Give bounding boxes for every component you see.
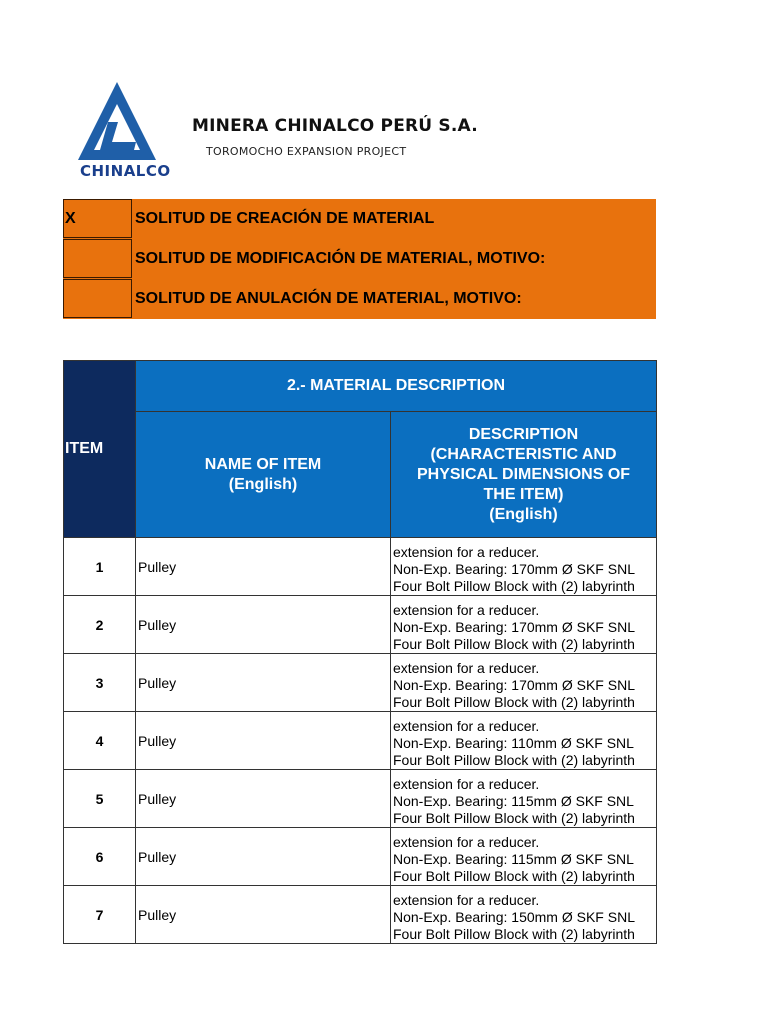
description-line: Non-Exp. Bearing: 170mm Ø SKF SNL [393, 677, 635, 693]
item-name[interactable]: Pulley [136, 828, 391, 886]
request-type-checkbox[interactable]: X [63, 199, 132, 238]
description-line: Four Bolt Pillow Block with (2) labyrinth [393, 578, 635, 594]
description-line: extension for a reducer. [393, 544, 540, 560]
column-header-desc-line: DESCRIPTION [468, 425, 579, 443]
section-title: 2.- MATERIAL DESCRIPTION [136, 361, 657, 412]
item-description[interactable] [391, 538, 657, 596]
item-description[interactable] [391, 828, 657, 886]
item-description[interactable] [391, 886, 657, 944]
item-number: 2 [64, 596, 136, 654]
chinalco-logo [78, 82, 171, 184]
item-description[interactable] [391, 712, 657, 770]
request-type-checkbox[interactable] [63, 239, 132, 278]
description-line: Non-Exp. Bearing: 110mm Ø SKF SNL [393, 735, 634, 751]
item-number: 4 [64, 712, 136, 770]
column-header-name [136, 412, 391, 538]
item-name[interactable]: Pulley [136, 654, 391, 712]
description-line: Four Bolt Pillow Block with (2) labyrinth [393, 636, 635, 652]
description-line: extension for a reducer. [393, 776, 540, 792]
request-type-row [63, 199, 656, 239]
item-name[interactable]: Pulley [136, 886, 391, 944]
description-line: extension for a reducer. [393, 834, 540, 850]
item-number: 6 [64, 828, 136, 886]
description-line: Four Bolt Pillow Block with (2) labyrinth [393, 694, 635, 710]
item-name[interactable]: Pulley [136, 770, 391, 828]
item-description[interactable] [391, 770, 657, 828]
item-description-text [393, 776, 656, 827]
description-line: Four Bolt Pillow Block with (2) labyrinth [393, 810, 635, 826]
description-line: Non-Exp. Bearing: 115mm Ø SKF SNL [393, 793, 634, 809]
column-header-desc-line: THE ITEM) [483, 485, 564, 503]
column-header-item: ITEM [64, 361, 136, 538]
item-description-text [393, 602, 656, 653]
description-line: Non-Exp. Bearing: 170mm Ø SKF SNL [393, 561, 635, 577]
company-title: MINERA CHINALCO PERÚ S.A. [192, 116, 478, 136]
column-header-name-line: (English) [228, 475, 298, 493]
description-line: extension for a reducer. [393, 602, 540, 618]
item-description-text [393, 660, 656, 711]
item-description[interactable] [391, 654, 657, 712]
request-type-checkbox[interactable] [63, 279, 132, 318]
description-line: Non-Exp. Bearing: 150mm Ø SKF SNL [393, 909, 635, 925]
item-description-text [393, 544, 656, 595]
item-name[interactable]: Pulley [136, 712, 391, 770]
column-header-desc-line: (English) [489, 505, 558, 523]
description-line: extension for a reducer. [393, 718, 540, 734]
material-table [63, 360, 657, 944]
item-number: 7 [64, 886, 136, 944]
logo-wordmark: CHINALCO [80, 162, 171, 180]
description-line: extension for a reducer. [393, 660, 540, 676]
description-line: Non-Exp. Bearing: 115mm Ø SKF SNL [393, 851, 634, 867]
item-name[interactable]: Pulley [136, 538, 391, 596]
table-row [64, 770, 657, 828]
item-description[interactable] [391, 596, 657, 654]
table-row [64, 828, 657, 886]
description-line: Four Bolt Pillow Block with (2) labyrinth [393, 926, 635, 942]
item-description-text [393, 892, 656, 943]
table-row [64, 712, 657, 770]
project-subtitle: TOROMOCHO EXPANSION PROJECT [206, 145, 407, 158]
request-type-panel [63, 199, 656, 319]
table-row [64, 538, 657, 596]
column-header-name-line: NAME OF ITEM [204, 455, 322, 473]
request-type-row [63, 279, 656, 319]
item-name[interactable]: Pulley [136, 596, 391, 654]
description-line: Four Bolt Pillow Block with (2) labyrinth [393, 752, 635, 768]
request-type-label: SOLITUD DE MODIFICACIÓN DE MATERIAL, MOTIVO: [135, 250, 546, 267]
item-number: 1 [64, 538, 136, 596]
item-description-text [393, 718, 656, 769]
description-line: extension for a reducer. [393, 892, 540, 908]
description-line: Non-Exp. Bearing: 170mm Ø SKF SNL [393, 619, 635, 635]
item-number: 3 [64, 654, 136, 712]
item-description-text [393, 834, 656, 885]
table-row [64, 886, 657, 944]
table-row [64, 654, 657, 712]
column-header-description [391, 412, 657, 538]
column-header-desc-line: PHYSICAL DIMENSIONS OF [416, 465, 631, 483]
chinalco-logo-icon [78, 82, 156, 164]
column-header-desc-line: (CHARACTERISTIC AND [430, 445, 617, 463]
request-type-label: SOLITUD DE CREACIÓN DE MATERIAL [135, 210, 435, 227]
description-line: Four Bolt Pillow Block with (2) labyrinth [393, 868, 635, 884]
item-number: 5 [64, 770, 136, 828]
table-row [64, 596, 657, 654]
request-type-label: SOLITUD DE ANULACIÓN DE MATERIAL, MOTIVO: [135, 290, 522, 307]
request-type-row [63, 239, 656, 279]
